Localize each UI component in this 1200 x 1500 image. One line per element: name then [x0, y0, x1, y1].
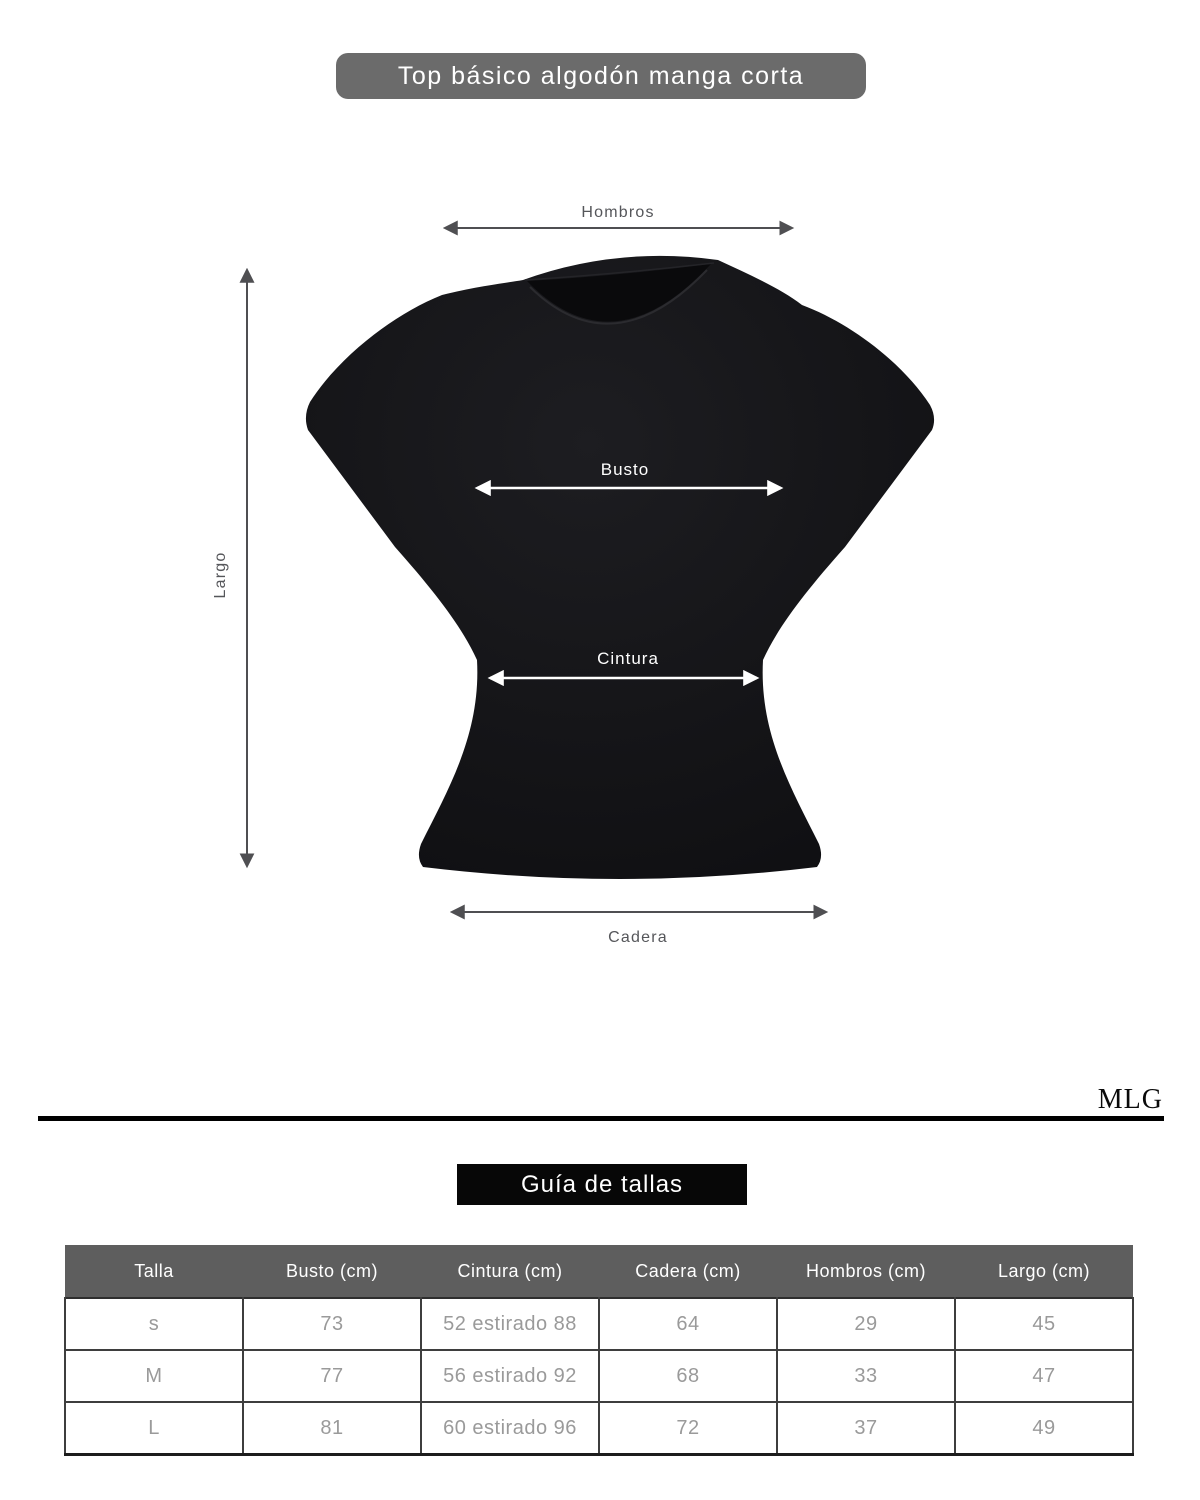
- size-table-header-row: [65, 1245, 1133, 1298]
- col-header-busto: Busto (cm): [243, 1245, 421, 1298]
- cell-busto: 73: [243, 1298, 421, 1350]
- cell-cintura: 56 estirado 92: [421, 1350, 599, 1402]
- cell-largo: 49: [955, 1402, 1133, 1455]
- brand-logo: MLG: [1097, 1084, 1163, 1115]
- cintura-label: Cintura: [597, 649, 659, 668]
- product-title-badge: [336, 53, 866, 99]
- col-header-cintura: Cintura (cm): [421, 1245, 599, 1298]
- busto-label: Busto: [600, 460, 650, 479]
- col-header-talla: Talla: [65, 1245, 243, 1298]
- size-guide-header: [457, 1164, 747, 1205]
- cell-hombros: 37: [777, 1402, 955, 1455]
- measurement-diagram: [180, 190, 1000, 970]
- cell-largo: 47: [955, 1350, 1133, 1402]
- table-row-m: [65, 1350, 1133, 1402]
- size-guide-heading: Guía de tallas: [520, 1170, 684, 1198]
- tshirt-diagram-svg: [180, 190, 1000, 970]
- cell-cintura: 60 estirado 96: [421, 1402, 599, 1455]
- cell-talla: s: [65, 1298, 243, 1350]
- cell-hombros: 33: [777, 1350, 955, 1402]
- col-header-cadera: Cadera (cm): [599, 1245, 777, 1298]
- tshirt-shape: [306, 256, 934, 879]
- table-row-s: [65, 1298, 1133, 1350]
- divider-line: [38, 1116, 1164, 1121]
- cell-cintura: 52 estirado 88: [421, 1298, 599, 1350]
- cell-talla: M: [65, 1350, 243, 1402]
- hombros-label: Hombros: [581, 204, 655, 221]
- cadera-label: Cadera: [608, 929, 668, 946]
- cell-cadera: 72: [599, 1402, 777, 1455]
- product-title: Top básico algodón manga corta: [397, 61, 805, 90]
- cell-cadera: 68: [599, 1350, 777, 1402]
- cell-largo: 45: [955, 1298, 1133, 1350]
- col-header-largo: Largo (cm): [955, 1245, 1133, 1298]
- largo-label: Largo: [212, 551, 229, 599]
- col-header-hombros: Hombros (cm): [777, 1245, 955, 1298]
- cell-busto: 77: [243, 1350, 421, 1402]
- size-table: [64, 1245, 1134, 1456]
- cell-busto: 81: [243, 1402, 421, 1455]
- cell-talla: L: [65, 1402, 243, 1455]
- cell-cadera: 64: [599, 1298, 777, 1350]
- cell-hombros: 29: [777, 1298, 955, 1350]
- table-row-l: [65, 1402, 1133, 1455]
